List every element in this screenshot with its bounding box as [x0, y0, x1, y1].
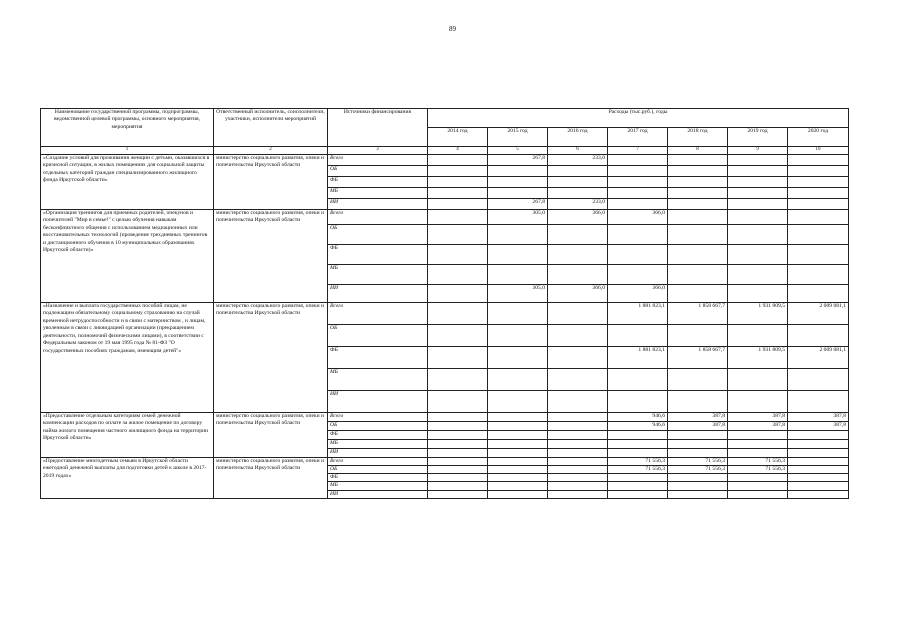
- header-year: 2015 год: [488, 128, 548, 147]
- expense-value: [428, 154, 488, 165]
- expense-value: [428, 165, 488, 176]
- expense-value: [668, 165, 728, 176]
- funding-source: Всего: [328, 302, 428, 324]
- expense-value: 71 556,3: [668, 465, 728, 473]
- expense-value: [668, 176, 728, 187]
- column-number: 10: [788, 147, 849, 155]
- header-year: 2019 год: [728, 128, 788, 147]
- funding-source: ИИ: [328, 448, 428, 457]
- expense-value: [668, 187, 728, 198]
- expense-value: [428, 209, 488, 224]
- funding-source: ИИ: [328, 198, 428, 209]
- expense-value: [668, 324, 728, 346]
- expense-value: [428, 284, 488, 302]
- expense-value: [608, 430, 668, 439]
- expense-value: 71 556,3: [728, 465, 788, 473]
- expense-value: [668, 439, 728, 448]
- funding-source: Всего: [328, 412, 428, 421]
- expense-value: [728, 448, 788, 457]
- expense-value: [428, 264, 488, 284]
- expense-value: [548, 165, 608, 176]
- funding-source: ОБ: [328, 465, 428, 473]
- expense-value: [488, 324, 548, 346]
- table-row: [41, 154, 849, 165]
- activity-name: «Предоставление многодетным семьям в Иркутской области ежегодной денежной выплаты для подготовки детей к школе в 2017-2019 годах»: [41, 457, 214, 498]
- header-year: 2016 год: [548, 128, 608, 147]
- expense-value: [668, 474, 728, 482]
- expense-value: 387,8: [668, 412, 728, 421]
- funding-source: ИИ: [328, 490, 428, 498]
- header-year: 2018 год: [668, 128, 728, 147]
- expense-value: [488, 412, 548, 421]
- expense-value: [548, 302, 608, 324]
- expense-value: [428, 324, 488, 346]
- expense-value: 71 556,3: [728, 457, 788, 465]
- expense-value: [788, 457, 849, 465]
- page-number: 89: [449, 25, 456, 33]
- expense-value: [488, 482, 548, 490]
- expense-value: [488, 244, 548, 264]
- expense-value: 387,8: [668, 421, 728, 430]
- expense-value: [668, 482, 728, 490]
- expense-value: [608, 154, 668, 165]
- expense-value: [428, 457, 488, 465]
- expense-value: [788, 198, 849, 209]
- expense-value: 1 931 809,5: [728, 302, 788, 324]
- expense-value: [548, 474, 608, 482]
- header-expenses: Расходы (тыс.руб.), годы: [428, 109, 849, 128]
- expense-value: [428, 448, 488, 457]
- funding-source: ОБ: [328, 421, 428, 430]
- expense-value: [788, 448, 849, 457]
- expense-value: [428, 465, 488, 473]
- expense-value: [788, 490, 849, 498]
- funding-source: ОБ: [328, 165, 428, 176]
- expense-value: [608, 448, 668, 457]
- header-responsible: Ответственный исполнитель, соисполнители, участники, исполнители мероприятий: [214, 109, 328, 147]
- expense-value: [488, 176, 548, 187]
- expense-value: [728, 209, 788, 224]
- expense-value: [728, 198, 788, 209]
- column-number: 4: [428, 147, 488, 155]
- table-row: [41, 412, 849, 421]
- expense-value: [608, 198, 668, 209]
- expense-value: [728, 244, 788, 264]
- funding-source: МБ: [328, 482, 428, 490]
- expense-value: [428, 474, 488, 482]
- responsible-executor: министерство социального развития, опеки и попечительства Иркутской области: [214, 302, 328, 412]
- column-number: 5: [488, 147, 548, 155]
- expense-value: [548, 176, 608, 187]
- expense-value: [788, 264, 849, 284]
- expense-value: [788, 187, 849, 198]
- expense-value: [548, 224, 608, 244]
- expense-value: [488, 187, 548, 198]
- expense-value: [668, 448, 728, 457]
- expense-value: [608, 482, 668, 490]
- expense-value: 71 556,3: [668, 457, 728, 465]
- expense-value: [788, 430, 849, 439]
- expense-value: [428, 430, 488, 439]
- expense-value: [788, 224, 849, 244]
- expense-value: [668, 390, 728, 412]
- expense-value: [728, 264, 788, 284]
- expense-value: 2 009 081,1: [788, 302, 849, 324]
- funding-source: ФБ: [328, 346, 428, 368]
- expense-value: [488, 390, 548, 412]
- expense-value: [728, 324, 788, 346]
- expense-value: [428, 390, 488, 412]
- expense-value: 387,8: [788, 412, 849, 421]
- expense-value: [488, 302, 548, 324]
- expense-value: [608, 165, 668, 176]
- expense-value: [548, 264, 608, 284]
- expense-value: [608, 187, 668, 198]
- activity-name: «Создание условий для проживания женщин с детьми, оказавшихся в кризисной ситуации, в жилых помещениях для социальной защиты отдельных категорий граждан специализированного жилищного фонда Иркутской области»: [41, 154, 214, 209]
- expense-value: [728, 439, 788, 448]
- expense-value: [608, 490, 668, 498]
- expense-value: [548, 412, 608, 421]
- expense-value: [668, 430, 728, 439]
- expense-value: [428, 224, 488, 244]
- expense-value: 366,0: [548, 284, 608, 302]
- funding-source: Всего: [328, 209, 428, 224]
- expense-value: [488, 430, 548, 439]
- expense-value: 1 881 823,1: [608, 346, 668, 368]
- expense-value: [728, 187, 788, 198]
- expense-value: [668, 264, 728, 284]
- expense-value: [728, 482, 788, 490]
- expense-value: [428, 176, 488, 187]
- expense-value: 946,6: [608, 412, 668, 421]
- expense-value: [788, 244, 849, 264]
- expense-value: 1 881 823,1: [608, 302, 668, 324]
- expense-value: [608, 176, 668, 187]
- header-year: 2014 год: [428, 128, 488, 147]
- expense-value: [548, 390, 608, 412]
- expense-value: [548, 439, 608, 448]
- expense-value: [548, 448, 608, 457]
- responsible-executor: министерство социального развития, опеки и попечительства Иркутской области: [214, 457, 328, 498]
- expense-value: [548, 465, 608, 473]
- expense-value: [728, 165, 788, 176]
- expense-value: 946,6: [608, 421, 668, 430]
- expense-value: 1 858 667,7: [668, 302, 728, 324]
- expense-value: 1 931 809,5: [728, 346, 788, 368]
- expense-value: [668, 490, 728, 498]
- expense-value: 366,0: [608, 284, 668, 302]
- expense-value: [488, 224, 548, 244]
- expense-value: 1 858 667,7: [668, 346, 728, 368]
- expense-value: [428, 346, 488, 368]
- expense-value: [608, 264, 668, 284]
- expense-value: [548, 457, 608, 465]
- header-source: Источники финансирования: [328, 109, 428, 147]
- header-year: 2017 год: [608, 128, 668, 147]
- column-number: 6: [548, 147, 608, 155]
- expense-value: [728, 490, 788, 498]
- expense-value: [428, 368, 488, 390]
- expense-value: [548, 244, 608, 264]
- funding-source: ФБ: [328, 176, 428, 187]
- expense-value: 387,8: [728, 421, 788, 430]
- responsible-executor: министерство социального развития, опеки и попечительства Иркутской области: [214, 209, 328, 302]
- expense-value: [608, 368, 668, 390]
- funding-source: Всего: [328, 154, 428, 165]
- responsible-executor: министерство социального развития, опеки и попечительства Иркутской области: [214, 412, 328, 457]
- expense-value: [668, 284, 728, 302]
- expense-value: [428, 482, 488, 490]
- expense-value: [788, 165, 849, 176]
- expense-value: [428, 187, 488, 198]
- expense-value: [668, 368, 728, 390]
- funding-source: Всего: [328, 457, 428, 465]
- expense-value: [788, 176, 849, 187]
- expense-value: 71 556,3: [608, 465, 668, 473]
- expense-value: [788, 390, 849, 412]
- expense-value: 267,8: [488, 198, 548, 209]
- expense-value: [728, 284, 788, 302]
- funding-source: МБ: [328, 187, 428, 198]
- expense-value: 305,0: [488, 209, 548, 224]
- table-row: [41, 209, 849, 224]
- expense-value: [488, 490, 548, 498]
- expense-value: [788, 284, 849, 302]
- expense-value: [548, 368, 608, 390]
- expense-value: [548, 490, 608, 498]
- expense-value: 366,0: [608, 209, 668, 224]
- expense-value: [548, 187, 608, 198]
- column-number: 9: [728, 147, 788, 155]
- funding-source: МБ: [328, 368, 428, 390]
- activity-name: «Предоставление отдельным категориям семей денежной компенсации расходов по оплате за жилое помещение по договору найма жилого помещения частного жилищного фонда на территории Иркутской области»: [41, 412, 214, 457]
- expense-value: 366,0: [548, 209, 608, 224]
- expense-value: [488, 165, 548, 176]
- expense-value: [428, 412, 488, 421]
- expense-value: 233,0: [548, 154, 608, 165]
- activity-name: «Назначение и выплата государственных пособий лицам, не подлежащим обязательному социальному страхованию на случай временной нетрудоспособности и в связи с материнством , и лицам, уволенным в связи с ликвидацией организации (прекращением деятельности, полномочий физическими лицами), в соответствии с Федеральным законом от 19 мая 1995 года № 81-ФЗ "О государственных пособиях гражданам, имеющим детей"»: [41, 302, 214, 412]
- expense-value: [428, 302, 488, 324]
- expense-value: [608, 390, 668, 412]
- expense-value: [488, 264, 548, 284]
- expense-value: [728, 474, 788, 482]
- expense-value: [668, 224, 728, 244]
- column-number: 7: [608, 147, 668, 155]
- expense-value: [548, 430, 608, 439]
- expense-value: [488, 346, 548, 368]
- expense-value: [668, 154, 728, 165]
- column-number: 1: [41, 147, 214, 155]
- header-name: Наименование государственной программы, подпрограммы, ведомственной целевой программы, основного мероприятия, мероприятия: [41, 109, 214, 147]
- expense-value: [728, 154, 788, 165]
- table-row: [41, 302, 849, 324]
- funding-source: ФБ: [328, 430, 428, 439]
- expense-value: [608, 439, 668, 448]
- expense-value: [488, 474, 548, 482]
- funding-source: ИИ: [328, 390, 428, 412]
- expense-value: [608, 224, 668, 244]
- expense-value: [608, 244, 668, 264]
- column-number: 3: [328, 147, 428, 155]
- expense-value: 387,8: [788, 421, 849, 430]
- expense-value: [728, 224, 788, 244]
- expense-value: [668, 209, 728, 224]
- expense-value: 267,8: [488, 154, 548, 165]
- funding-source: МБ: [328, 264, 428, 284]
- expense-value: [548, 324, 608, 346]
- expense-value: [428, 439, 488, 448]
- header-year: 2020 год: [788, 128, 849, 147]
- expense-value: [728, 390, 788, 412]
- funding-source: ОБ: [328, 324, 428, 346]
- expense-value: [788, 324, 849, 346]
- expense-value: [488, 448, 548, 457]
- expense-value: 233,0: [548, 198, 608, 209]
- expense-value: [548, 482, 608, 490]
- expense-value: [488, 457, 548, 465]
- responsible-executor: министерство социального развития, опеки и попечительства Иркутской области: [214, 154, 328, 209]
- activity-name: «Организация тренингов для приемных родителей, опекунов и попечителей "Мир в семье!" с целью обучения навыкам бесконфликтного общения с использованием медиационных или восстановительных технологий (проведение трехдневных тренингов и дистанционного обучения в 10 муниципальных образованиях Иркутской области)»: [41, 209, 214, 302]
- expense-value: [608, 324, 668, 346]
- funding-source: МБ: [328, 439, 428, 448]
- expense-value: [728, 368, 788, 390]
- expense-value: [788, 154, 849, 165]
- funding-source: ИИ: [328, 284, 428, 302]
- expense-value: [488, 368, 548, 390]
- expense-value: [788, 474, 849, 482]
- expense-value: 2 009 081,1: [788, 346, 849, 368]
- expense-value: [548, 421, 608, 430]
- expense-value: [488, 421, 548, 430]
- expense-value: [668, 244, 728, 264]
- expense-value: 71 556,3: [608, 457, 668, 465]
- funding-source: ФБ: [328, 474, 428, 482]
- expense-value: [668, 198, 728, 209]
- expense-value: [608, 474, 668, 482]
- column-number: 2: [214, 147, 328, 155]
- expense-value: [428, 421, 488, 430]
- table-row: [41, 457, 849, 465]
- expense-value: [788, 439, 849, 448]
- expense-value: [728, 176, 788, 187]
- expense-value: [428, 490, 488, 498]
- funding-source: ФБ: [328, 244, 428, 264]
- expense-value: [788, 209, 849, 224]
- expense-value: [788, 368, 849, 390]
- expense-value: [728, 430, 788, 439]
- expense-value: [788, 482, 849, 490]
- expense-value: [548, 346, 608, 368]
- budget-table: [40, 108, 849, 499]
- expense-value: 305,0: [488, 284, 548, 302]
- expense-value: [488, 439, 548, 448]
- expense-value: [428, 198, 488, 209]
- expense-value: [488, 465, 548, 473]
- column-number: 8: [668, 147, 728, 155]
- expense-value: [428, 244, 488, 264]
- funding-source: ОБ: [328, 224, 428, 244]
- expense-value: 387,8: [728, 412, 788, 421]
- expense-value: [788, 465, 849, 473]
